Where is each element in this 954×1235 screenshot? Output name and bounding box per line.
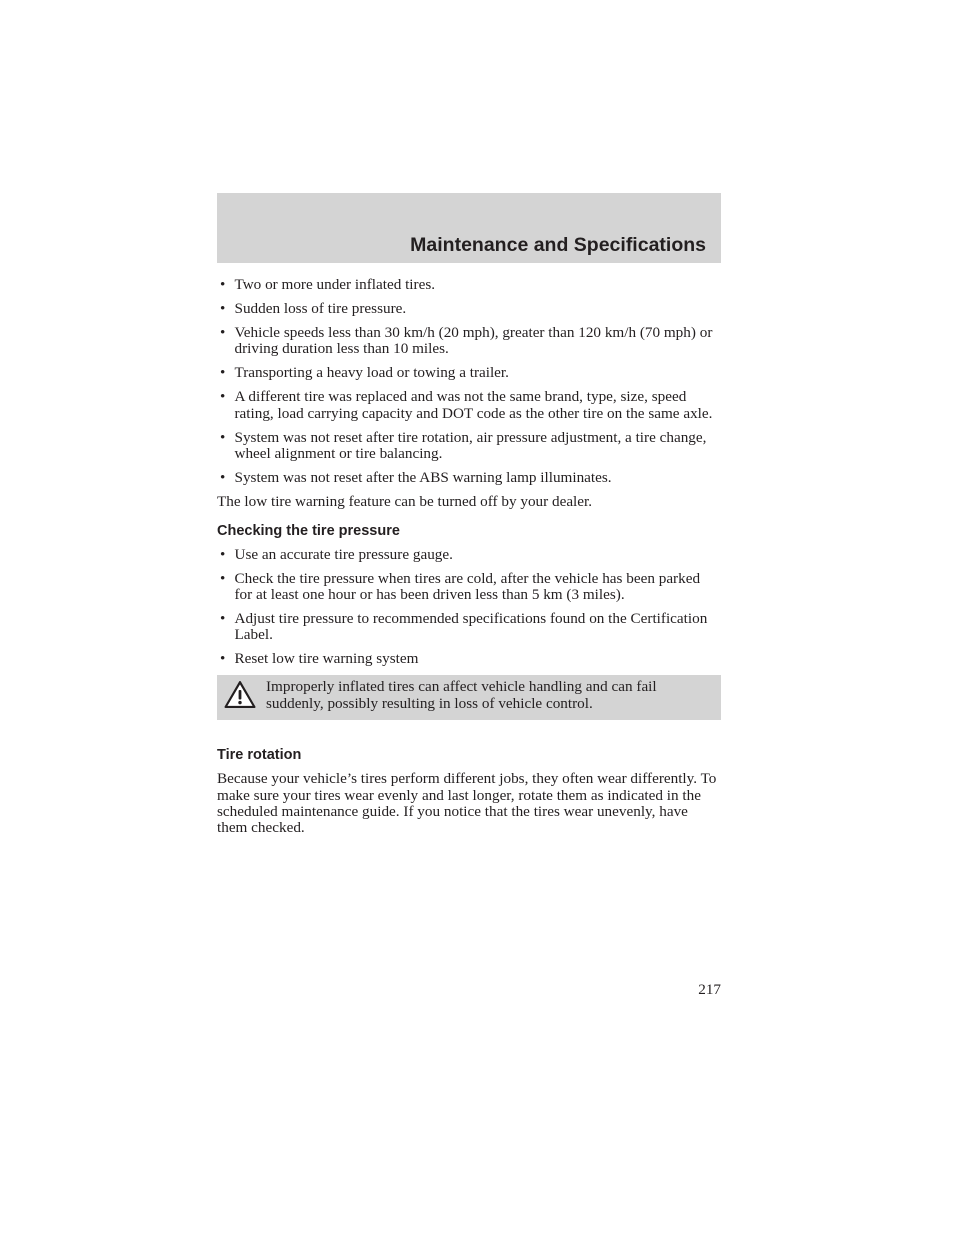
list-item — [217, 277, 721, 293]
warning-conditions-list — [217, 277, 721, 487]
list-item-text: Sudden loss of tire pressure. — [234, 300, 407, 317]
dealer-note: The low tire warning feature can be turned off by your dealer. — [217, 493, 593, 511]
list-item — [217, 430, 721, 463]
bullet-icon: • — [220, 545, 226, 563]
checking-heading: Checking the tire pressure — [217, 522, 400, 539]
bullet-icon: • — [220, 388, 226, 406]
list-item-text: Two or more under inflated tires. — [234, 276, 436, 293]
list-item-text: A different tire was replaced and was not the same brand, type, size, speed rating, load carrying capacity and DOT code as the other tire on the same axle. — [234, 388, 713, 422]
list-item — [217, 547, 721, 563]
list-item — [217, 365, 721, 381]
rotation-heading: Tire rotation — [217, 747, 302, 764]
bullet-icon: • — [220, 276, 226, 293]
bullet-icon: • — [220, 428, 226, 446]
list-item — [217, 389, 721, 422]
list-item — [217, 470, 721, 486]
list-item — [217, 301, 721, 317]
list-item-text: Adjust tire pressure to recommended specifications found on the Certification Label. — [234, 610, 708, 644]
warning-box — [217, 675, 721, 720]
page-number: 217 — [698, 981, 721, 998]
bullet-icon: • — [220, 300, 226, 317]
list-item-text: Vehicle speeds less than 30 km/h (20 mph), greater than 120 km/h (70 mph) or driving duration less than 10 miles. — [234, 324, 713, 358]
list-item-text: System was not reset after tire rotation, air pressure adjustment, a tire change, wheel alignment or tire balancing. — [234, 428, 707, 463]
bullet-icon: • — [220, 469, 226, 487]
warning-text: Improperly inflated tires can affect vehicle handling and can fail suddenly, possibly resulting in loss of vehicle control. — [266, 678, 657, 712]
bullet-icon: • — [220, 569, 226, 587]
bullet-icon: • — [220, 610, 226, 628]
list-item-text: Transporting a heavy load or towing a trailer. — [234, 364, 509, 382]
rotation-text: Because your vehicle’s tires perform different jobs, they often wear differently. To make sure your tires wear evenly and last longer, rotate them as indicated in the scheduled maintenance guide. If you notice that the tires wear unevenly, have them checked. — [217, 770, 717, 837]
bullet-icon: • — [220, 650, 226, 668]
list-item-text: Use an accurate tire pressure gauge. — [234, 545, 453, 563]
checking-list — [217, 547, 721, 668]
list-item-text: System was not reset after the ABS warning lamp illuminates. — [234, 469, 612, 487]
section-header-band — [217, 193, 721, 263]
list-item-text: Check the tire pressure when tires are cold, after the vehicle has been parked for at least one hour or has been driven less than 5 km (3 miles). — [234, 569, 701, 604]
bullet-icon: • — [220, 324, 226, 341]
list-item-text: Reset low tire warning system — [234, 650, 419, 668]
section-title: Maintenance and Specifications — [410, 234, 706, 256]
list-item — [217, 325, 721, 358]
list-item — [217, 651, 721, 667]
page-content — [217, 277, 721, 847]
warning-triangle-icon — [224, 680, 256, 709]
list-item — [217, 571, 721, 604]
bullet-icon: • — [220, 364, 226, 382]
list-item — [217, 611, 721, 644]
